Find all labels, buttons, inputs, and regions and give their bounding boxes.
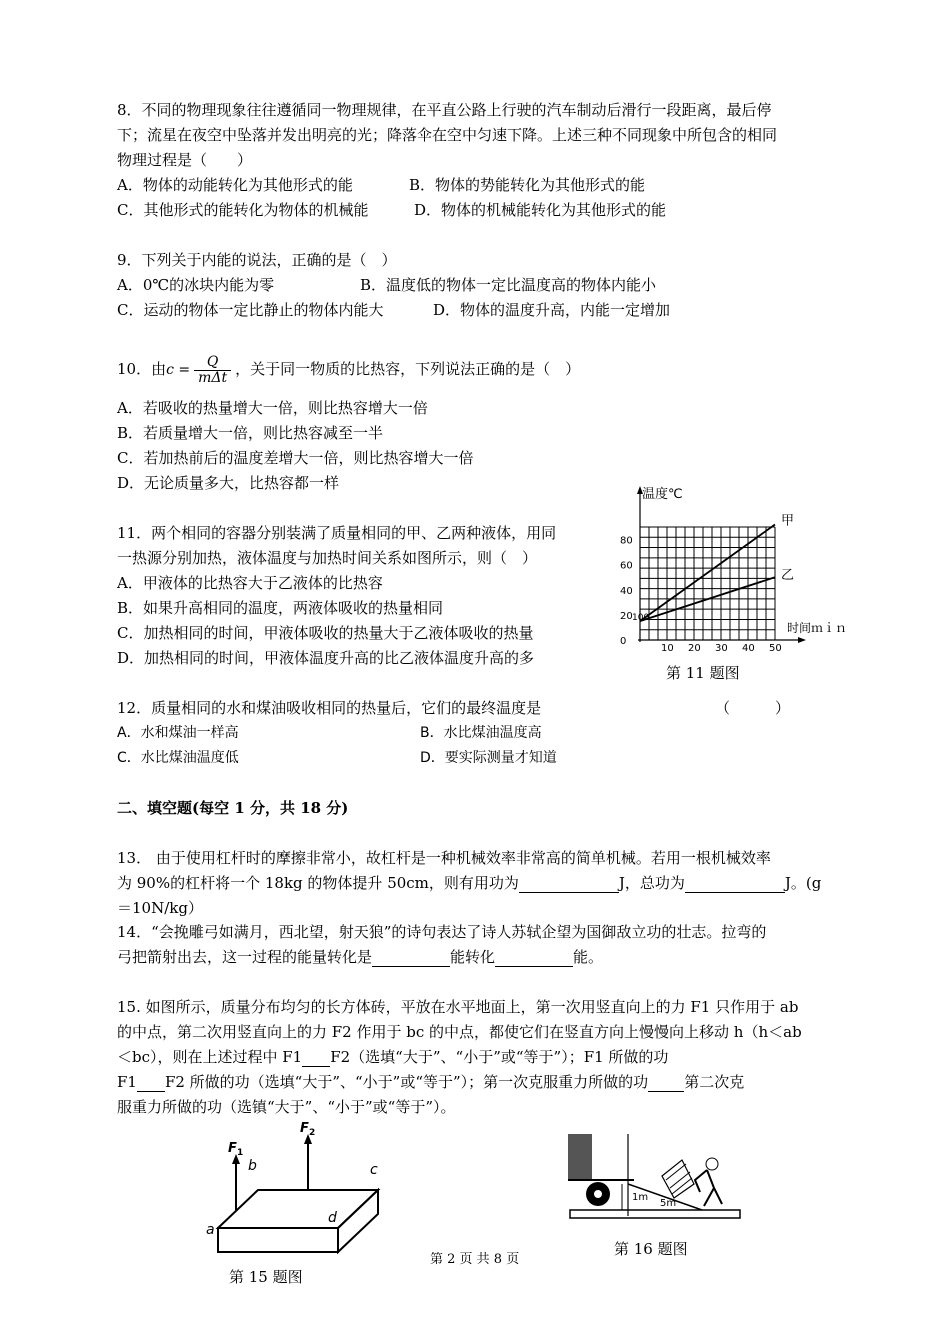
q14-text-a: 弓把箭射出去，这一过程的能量转化是 — [117, 948, 373, 966]
q15-text-d: F2 所做的功（选填“大于”、“小于”或“等于”）；第一次克服重力所做的功 — [164, 1073, 649, 1091]
q10-suffix: ，关于同一物质的比热容，下列说法正确的是（ ） — [235, 360, 581, 378]
height-label: 1m — [632, 1192, 649, 1203]
q16-figure-ramp — [562, 1132, 747, 1224]
q10-formula-fraction — [194, 355, 231, 386]
page-footer: 第 2 页 共 8 页 — [430, 1252, 520, 1267]
q15-figure-brick — [200, 1118, 395, 1263]
y-tick-label: 0 — [620, 636, 627, 647]
truck-body — [568, 1134, 592, 1180]
q15-text-e: 第二次克 — [684, 1073, 745, 1091]
q11-option-b: B．如果升高相同的温度，两液体吸收的热量相同 — [117, 599, 444, 617]
ground — [570, 1210, 740, 1218]
y-tick-label: 20 — [620, 610, 633, 622]
label-f2: F — [300, 1121, 309, 1136]
q11-chart — [605, 482, 865, 662]
q13-text-a: 为 90%的杠杆将一个 18kg 的物体提升 50cm，则有用功为 — [117, 874, 519, 892]
label-b: b — [248, 1158, 257, 1174]
label-f1: F — [228, 1141, 237, 1156]
q14-blank-from[interactable] — [372, 949, 450, 967]
q9-option-b: B．温度低的物体一定比温度高的物体内能小 — [360, 276, 657, 294]
y-tick-label: 80 — [620, 535, 633, 547]
q9-option-d: D．物体的温度升高，内能一定增加 — [433, 301, 671, 319]
brick-front-face — [218, 1228, 338, 1252]
q15-text-b: F2（选填“大于”、“小于”或“等于”）；F1 所做的功 — [330, 1048, 669, 1066]
q14-text-c: 能。 — [573, 948, 604, 966]
q16-figure-caption: 第 16 题图 — [614, 1240, 688, 1258]
q14-text-b: 能转化 — [450, 948, 496, 966]
q12-answer-paren: （ ） — [715, 699, 791, 717]
q15-blank-work-compare[interactable] — [137, 1074, 165, 1092]
x-tick-label: 20 — [688, 643, 701, 654]
x-tick-label: 50 — [769, 643, 782, 654]
series-line-jia — [640, 524, 775, 621]
q13-text-c: J。(g — [784, 874, 822, 892]
q10-prefix: 10．由 — [117, 360, 167, 378]
q14-line1: 14．“会挽雕弓如满月，西北望，射天狼”的诗句表达了诗人苏轼企望为国御敌立功的壮志。拉弯的 — [117, 923, 767, 941]
q8-option-d: D．物体的机械能转化为其他形式的能 — [414, 201, 667, 219]
q13-line1: 13． 由于使用杠杆时的摩擦非常小，故杠杆是一种机械效率非常高的简单机械。若用一根机械效率 — [117, 849, 771, 867]
q8-line2: 下；流星在夜空中坠落并发出明亮的光；降落伞在空中匀速下降。上述三种不同现象中所包含的相同 — [117, 126, 778, 144]
section-2-title: 二、填空题(每空 1 分，共 18 分) — [117, 799, 349, 817]
q15-line3 — [117, 1047, 668, 1067]
q10-option-d: D．无论质量多大，比热容都一样 — [117, 474, 340, 492]
q13-blank-useful-work[interactable] — [519, 875, 619, 893]
q15-text-a: ＜bc），则在上述过程中 F1 — [117, 1048, 303, 1066]
q15-line2: 的中点，第二次用竖直向上的力 F2 作用于 bc 的中点，都使它们在竖直方向上慢慢向上移动 h（h＜ab — [117, 1023, 802, 1041]
q8-line1: 8．不同的物理现象往往遵循同一物理规律，在平直公路上行驶的汽车制动后滑行一段距离，最后停 — [117, 101, 772, 119]
truck-wheel-hub — [594, 1190, 602, 1198]
y-tick-label: 40 — [620, 585, 633, 597]
q15-blank-force-compare[interactable] — [302, 1049, 330, 1067]
q8-option-a: A．物体的动能转化为其他形式的能 — [117, 176, 353, 194]
q10-option-b: B．若质量增大一倍，则比热容减至一半 — [117, 424, 384, 442]
series-label-jia: 甲 — [781, 513, 795, 529]
q15-line4 — [117, 1072, 744, 1092]
label-f2-sub: 2 — [309, 1128, 316, 1138]
q11-option-d: D．加热相同的时间，甲液体温度升高的比乙液体温度升高的多 — [117, 649, 535, 667]
label-d: d — [328, 1210, 337, 1226]
q15-blank-gravity-work-compare[interactable] — [648, 1074, 684, 1092]
q8-option-b: B．物体的势能转化为其他形式的能 — [409, 176, 646, 194]
q13-text-b: J，总功为 — [618, 874, 685, 892]
q11-option-c: C．加热相同的时间，甲液体吸收的热量大于乙液体吸收的热量 — [117, 624, 534, 642]
q10-formula-numerator: Q — [206, 353, 219, 370]
q10-option-c: C．若加热前后的温度差增大一倍，则比热容增大一倍 — [117, 449, 474, 467]
q10-stem — [117, 352, 580, 387]
q12-option-d: D．要实际测量才知道 — [420, 750, 557, 766]
q9-stem: 9．下列关于内能的说法，正确的是（ ） — [117, 251, 397, 269]
q11-line2: 一热源分别加热，液体温度与加热时间关系如图所示，则（ ） — [117, 549, 538, 567]
q13-line2 — [117, 873, 821, 893]
q9-option-a: A．0℃的冰块内能为零 — [117, 276, 275, 294]
chart-labels — [620, 486, 847, 654]
y-axis-label: 温度℃ — [642, 487, 683, 502]
q8-line3: 物理过程是（ ） — [117, 151, 253, 169]
worker-figure — [695, 1158, 722, 1206]
brick-top-face — [218, 1190, 378, 1228]
y-tick-label: 60 — [620, 560, 633, 572]
series-label-yi: 乙 — [781, 568, 795, 584]
label-c: c — [370, 1162, 378, 1178]
q10-formula-denominator: mΔt — [194, 370, 231, 386]
q12-option-c: C．水比煤油温度低 — [117, 750, 239, 766]
q13-line3: ＝10N/kg） — [117, 899, 203, 917]
q15-text-c: F1 — [117, 1073, 137, 1091]
q12-option-b: B．水比煤油温度高 — [420, 725, 542, 741]
q11-line1: 11．两个相同的容器分别装满了质量相同的甲、乙两种液体，用同 — [117, 524, 557, 542]
q10-option-a: A．若吸收的热量增大一倍，则比热容增大一倍 — [117, 399, 428, 417]
q15-line1: 15. 如图所示，质量分布均匀的长方体砖，平放在水平地面上，第一次用竖直向上的力 F1 只作用于 ab — [117, 998, 799, 1016]
q15-figure-caption: 第 15 题图 — [229, 1268, 303, 1286]
x-tick-label: 30 — [715, 643, 728, 654]
crate — [662, 1160, 694, 1198]
q13-blank-total-work[interactable] — [685, 875, 785, 893]
x-tick-label: 10 — [661, 643, 674, 654]
label-a: a — [206, 1222, 215, 1238]
q8-option-c: C．其他形式的能转化为物体的机械能 — [117, 201, 369, 219]
chart-annotation: 100 — [632, 613, 650, 624]
chart-series — [640, 524, 775, 621]
q10-formula-lhs: c = — [166, 362, 191, 378]
q11-option-a: A．甲液体的比热容大于乙液体的比热容 — [117, 574, 383, 592]
q9-option-c: C．运动的物体一定比静止的物体内能大 — [117, 301, 384, 319]
label-f1-sub: 1 — [237, 1148, 244, 1158]
q12-stem: 12．质量相同的水和煤油吸收相同的热量后，它们的最终温度是 — [117, 699, 542, 717]
length-label: 5m — [660, 1198, 677, 1209]
q12-option-a: A．水和煤油一样高 — [117, 725, 239, 741]
q11-figure-caption: 第 11 题图 — [666, 664, 740, 682]
q14-blank-to[interactable] — [495, 949, 573, 967]
q15-line5: 服重力所做的功（选镇“大于”、“小于”或“等于”）。 — [117, 1098, 456, 1116]
brick-side-face — [338, 1190, 378, 1252]
q14-line2 — [117, 947, 603, 967]
x-axis-arrowhead — [798, 637, 806, 643]
x-axis-label: 时间ｍｉｎ — [787, 621, 848, 635]
x-tick-label: 40 — [742, 643, 755, 654]
